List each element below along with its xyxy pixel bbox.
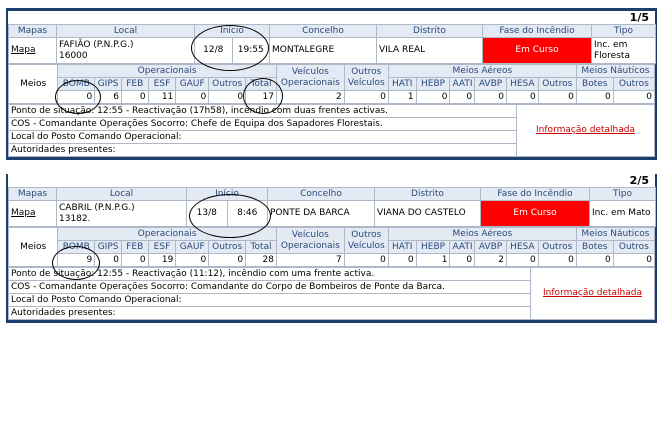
incident-main-table bbox=[8, 24, 656, 64]
veiculos-header: Veículos Operacionais bbox=[276, 65, 344, 91]
meios-nauticos-header: Meios Náuticos bbox=[576, 228, 654, 241]
ponto-situacao: Ponto de situação: 12:55 - Reactivação (17h58), incêndio com duas frentes activas. bbox=[9, 105, 517, 118]
cos-text: COS - Comandante Operações Socorro: Comandante do Corpo de Bombeiros de Ponte da Barca. bbox=[9, 281, 531, 294]
col-distrito: Distrito bbox=[375, 188, 481, 201]
col-tipo: Tipo bbox=[590, 188, 656, 201]
local-name: CABRIL (P.N.P.G.) bbox=[59, 202, 135, 213]
col-fase: Fase do Incêndio bbox=[483, 25, 592, 38]
outros-nauticos-header: Outros bbox=[613, 78, 654, 91]
map-link-cell bbox=[9, 38, 57, 64]
col-local: Local bbox=[57, 188, 187, 201]
veiculos-header: Veículos Operacionais bbox=[276, 228, 344, 254]
bomb-header: BOMB bbox=[58, 241, 95, 254]
hesa-header: HESA bbox=[506, 241, 538, 254]
incident-card-2 bbox=[6, 174, 657, 323]
hebp-header: HEBP bbox=[416, 241, 450, 254]
col-tipo: Tipo bbox=[592, 25, 656, 38]
card-bottom-bar bbox=[8, 157, 655, 160]
total-value: 28 bbox=[246, 254, 277, 267]
outros-nauticos-value: 0 bbox=[613, 91, 654, 104]
col-local: Local bbox=[57, 25, 195, 38]
operacionais-header: Operacionais bbox=[58, 65, 277, 78]
outros-header: Outros bbox=[209, 78, 246, 91]
hesa-header: HESA bbox=[506, 78, 538, 91]
feb-header: FEB bbox=[121, 78, 148, 91]
botes-value: 0 bbox=[576, 91, 613, 104]
gauf-header: GAUF bbox=[176, 241, 209, 254]
feb-header: FEB bbox=[121, 241, 148, 254]
gips-header: GIPS bbox=[95, 78, 122, 91]
info-cell bbox=[531, 268, 655, 320]
local-posto-text: Local do Posto Comando Operacional: bbox=[9, 131, 517, 144]
hati-header: HATI bbox=[388, 241, 416, 254]
info-detail-link[interactable]: Informação detalhada bbox=[543, 288, 642, 298]
hati-value: 0 bbox=[388, 254, 416, 267]
outros-aereos-header: Outros bbox=[538, 241, 576, 254]
inicio-cell bbox=[187, 201, 268, 227]
ponto-situacao: Ponto de situação: 12:55 - Reactivação (11:12), incêndio com uma frente activa. bbox=[9, 268, 531, 281]
info-cell bbox=[517, 105, 655, 157]
concelho-value: PONTE DA BARCA bbox=[268, 201, 375, 227]
hebp-value: 0 bbox=[416, 91, 450, 104]
veiculos-value: 2 bbox=[276, 91, 344, 104]
meios-nauticos-header: Meios Náuticos bbox=[576, 65, 654, 78]
hati-value: 1 bbox=[388, 91, 416, 104]
col-concelho: Concelho bbox=[268, 188, 375, 201]
botes-header: Botes bbox=[576, 78, 613, 91]
veiculos-value: 7 bbox=[276, 254, 344, 267]
gips-value: 0 bbox=[95, 254, 122, 267]
gips-header: GIPS bbox=[95, 241, 122, 254]
outros-value: 0 bbox=[209, 91, 246, 104]
total-header: Total bbox=[246, 78, 277, 91]
hebp-value: 1 bbox=[416, 254, 450, 267]
outros-nauticos-value: 0 bbox=[613, 254, 654, 267]
tipo-text: Inc. em Floresta bbox=[594, 39, 630, 61]
bomb-header: BOMB bbox=[58, 78, 95, 91]
inicio-cell bbox=[195, 38, 270, 64]
map-link-cell bbox=[9, 201, 57, 227]
concelho-value: MONTALEGRE bbox=[270, 38, 377, 64]
esf-value: 19 bbox=[148, 254, 176, 267]
col-inicio: Início bbox=[195, 25, 270, 38]
outros-veiculos-header: Outros Veículos bbox=[344, 65, 388, 91]
start-time: 19:55 bbox=[237, 45, 264, 55]
aati-header: AATI bbox=[450, 78, 475, 91]
local-code: 16000 bbox=[59, 50, 88, 61]
local-posto-text: Local do Posto Comando Operacional: bbox=[9, 294, 531, 307]
gauf-value: 0 bbox=[176, 254, 209, 267]
hesa-value: 0 bbox=[506, 254, 538, 267]
status-badge: Em Curso bbox=[481, 201, 590, 227]
col-mapas: Mapas bbox=[9, 188, 57, 201]
hati-header: HATI bbox=[388, 78, 416, 91]
info-detail-link[interactable]: Informação detalhada bbox=[536, 125, 635, 135]
outros-veiculos-value: 0 bbox=[344, 91, 388, 104]
situation-table bbox=[8, 104, 655, 157]
hebp-header: HEBP bbox=[416, 78, 450, 91]
status-badge: Em Curso bbox=[483, 38, 592, 64]
meios-label: Meios bbox=[9, 228, 58, 267]
col-concelho: Concelho bbox=[270, 25, 377, 38]
hesa-value: 0 bbox=[506, 91, 538, 104]
outros-veiculos-value: 0 bbox=[344, 254, 388, 267]
avbp-header: AVBP bbox=[475, 241, 507, 254]
botes-value: 0 bbox=[576, 254, 613, 267]
meios-aereos-header: Meios Aéreos bbox=[388, 228, 576, 241]
bomb-value: 9 bbox=[58, 254, 95, 267]
incident-card-1 bbox=[6, 8, 657, 160]
col-fase: Fase do Incêndio bbox=[481, 188, 590, 201]
avbp-value: 2 bbox=[475, 254, 507, 267]
local-cell bbox=[57, 201, 187, 227]
start-time: 8:46 bbox=[237, 208, 258, 218]
operacionais-header: Operacionais bbox=[58, 228, 277, 241]
start-date: 13/8 bbox=[187, 201, 227, 226]
autoridades-text: Autoridades presentes: bbox=[9, 307, 531, 320]
map-link[interactable]: Mapa bbox=[11, 208, 36, 218]
local-name: FAFIÃO (P.N.P.G.) bbox=[59, 39, 134, 50]
distrito-value: VIANA DO CASTELO bbox=[375, 201, 481, 227]
gauf-value: 0 bbox=[176, 91, 209, 104]
situation-table bbox=[8, 267, 655, 320]
outros-header: Outros bbox=[209, 241, 246, 254]
esf-header: ESF bbox=[148, 241, 176, 254]
avbp-header: AVBP bbox=[475, 78, 507, 91]
tipo-value bbox=[592, 38, 656, 64]
incident-counter: 1/5 bbox=[629, 11, 649, 24]
cos-text: COS - Comandante Operações Socorro: Chefe de Equipa dos Sapadores Florestais. bbox=[9, 118, 517, 131]
aati-value: 0 bbox=[450, 91, 475, 104]
incident-counter: 2/5 bbox=[629, 174, 649, 187]
avbp-value: 0 bbox=[475, 91, 507, 104]
outros-aereos-header: Outros bbox=[538, 78, 576, 91]
start-date: 12/8 bbox=[195, 38, 232, 63]
botes-header: Botes bbox=[576, 241, 613, 254]
col-inicio: Início bbox=[187, 188, 268, 201]
gips-value: 6 bbox=[95, 91, 122, 104]
autoridades-text: Autoridades presentes: bbox=[9, 144, 517, 157]
col-mapas: Mapas bbox=[9, 25, 57, 38]
col-distrito: Distrito bbox=[377, 25, 483, 38]
resources-table bbox=[8, 64, 655, 104]
total-value: 17 bbox=[246, 91, 277, 104]
gauf-header: GAUF bbox=[176, 78, 209, 91]
outros-aereos-value: 0 bbox=[538, 91, 576, 104]
card-bottom-bar bbox=[8, 320, 655, 323]
local-code: 13182. bbox=[59, 213, 91, 224]
feb-value: 0 bbox=[121, 91, 148, 104]
outros-veiculos-header: Outros Veículos bbox=[344, 228, 388, 254]
incident-main-table bbox=[8, 187, 656, 227]
feb-value: 0 bbox=[121, 254, 148, 267]
outros-value: 0 bbox=[209, 254, 246, 267]
meios-aereos-header: Meios Aéreos bbox=[388, 65, 576, 78]
meios-label: Meios bbox=[9, 65, 58, 104]
resources-table bbox=[8, 227, 655, 267]
local-cell bbox=[57, 38, 195, 64]
outros-aereos-value: 0 bbox=[538, 254, 576, 267]
aati-value: 0 bbox=[450, 254, 475, 267]
distrito-value: VILA REAL bbox=[377, 38, 483, 64]
map-link[interactable]: Mapa bbox=[11, 45, 36, 55]
tipo-value: Inc. em Mato bbox=[590, 201, 656, 227]
esf-header: ESF bbox=[148, 78, 176, 91]
bomb-value: 0 bbox=[58, 91, 95, 104]
outros-nauticos-header: Outros bbox=[613, 241, 654, 254]
total-header: Total bbox=[246, 241, 277, 254]
esf-value: 11 bbox=[148, 91, 176, 104]
aati-header: AATI bbox=[450, 241, 475, 254]
